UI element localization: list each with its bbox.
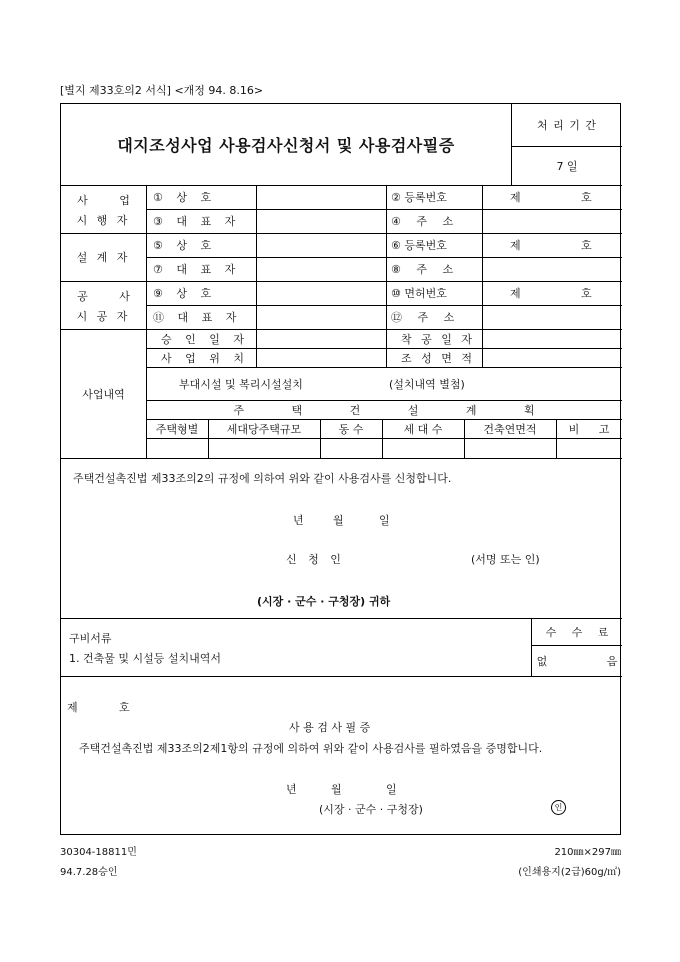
field-label-7: ⑦ 대 표 자 <box>153 263 241 276</box>
fee-value: 없 음 <box>536 655 646 668</box>
field-label-6: ⑥ 등록번호 <box>391 239 447 252</box>
certificate-number-suffix: 호 <box>119 701 130 714</box>
reg-no-suffix-1: 호 <box>581 191 592 204</box>
field-label-8: ⑧ 주 소 <box>391 263 460 276</box>
application-statement: 주택건설촉진법 제33조의2의 규정에 의하여 위와 같이 사용검사를 신청합니다. <box>73 472 452 485</box>
certificate-statement: 주택건설촉진법 제33조의2제1항의 규정에 의하여 위와 같이 사용검사를 필하였음을 증명합니다. <box>79 742 543 755</box>
field-label-9: ⑨ 상 호 <box>153 287 217 300</box>
certificate-date-day: 일 <box>386 783 397 796</box>
certificate-date-year: 년 <box>286 783 297 796</box>
form-title: 대지조성사업 사용검사신청서 및 사용검사필증 <box>117 136 455 155</box>
application-date-month: 월 <box>333 514 344 527</box>
constructor-label-1: 공 사 <box>77 290 144 303</box>
footer-code: 30304-18811민 <box>60 847 137 858</box>
reg-no-prefix-2: 제 <box>510 239 521 252</box>
col-floor-area: 건축연면적 <box>483 422 537 436</box>
field-label-10: ⑩ 면허번호 <box>391 287 447 300</box>
start-date-label: 착 공 일 자 <box>401 332 475 346</box>
license-no-prefix: 제 <box>510 287 521 300</box>
documents-item-1: 1. 건축물 및 시설등 설치내역서 <box>69 652 221 665</box>
facilities-label: 부대시설 및 복리시설설치 <box>179 377 303 391</box>
field-label-1: ① 상 호 <box>153 191 217 204</box>
col-buildings: 동 수 <box>338 422 364 436</box>
signature-note: (서명 또는 인) <box>471 553 540 566</box>
field-label-12: ⑫ 주 소 <box>391 311 461 324</box>
col-households: 세 대 수 <box>403 422 443 436</box>
fee-label: 수 수 료 <box>545 625 615 639</box>
footer-paper: (인쇄용지(2급)60g/㎡) <box>518 867 621 878</box>
certificate-number-prefix: 제 <box>67 701 78 714</box>
location-label: 사 업 위 치 <box>161 351 249 365</box>
reg-no-suffix-2: 호 <box>581 239 592 252</box>
application-date-day: 일 <box>379 514 390 527</box>
business-label: 사업내역 <box>82 387 125 401</box>
documents-label: 구비서류 <box>69 632 112 645</box>
applicant-label: 신 청 인 <box>286 553 345 566</box>
operator-label-2: 시 행 자 <box>76 214 131 227</box>
seal-mark: 인 <box>551 800 566 815</box>
field-label-3: ③ 대 표 자 <box>153 215 241 228</box>
license-no-suffix: 호 <box>581 287 592 300</box>
operator-label-1: 사 업 <box>77 194 144 207</box>
field-label-4: ④ 주 소 <box>391 215 460 228</box>
area-label: 조 성 면 적 <box>401 351 475 365</box>
reg-no-prefix-1: 제 <box>510 191 521 204</box>
processing-period-value: 7 일 <box>556 160 578 173</box>
field-label-5: ⑤ 상 호 <box>153 239 217 252</box>
form-header-note: [별지 제33호의2 서식] <개정 94. 8.16> <box>60 84 264 97</box>
field-label-11: ⑪ 대 표 자 <box>153 311 242 324</box>
col-remarks: 비 고 <box>568 422 618 436</box>
application-form <box>60 103 646 835</box>
approval-date-label: 승 인 일 자 <box>161 332 249 346</box>
housing-plan-label: 주 택 건 설 계 획 <box>233 403 557 417</box>
footer-size: 210㎜×297㎜ <box>554 847 621 858</box>
certificate-date-month: 월 <box>331 783 342 796</box>
designer-label: 설 계 자 <box>76 251 131 264</box>
field-label-2: ② 등록번호 <box>391 191 447 204</box>
col-housing-type: 주택형별 <box>155 422 199 436</box>
constructor-label-2: 시 공 자 <box>76 310 131 323</box>
col-unit-size: 세대당주택규모 <box>226 422 302 436</box>
application-date-year: 년 <box>293 514 304 527</box>
certificate-issuer: (시장 · 군수 · 구청장) <box>319 803 423 816</box>
footer-approval: 94.7.28승인 <box>60 867 118 878</box>
facilities-note: (설치내역 별첨) <box>389 377 465 391</box>
certificate-title: 사 용 검 사 필 증 <box>289 721 371 734</box>
addressee: (시장 · 군수 · 구청장) 귀하 <box>257 595 391 608</box>
processing-period-label: 처 리 기 간 <box>537 119 597 132</box>
